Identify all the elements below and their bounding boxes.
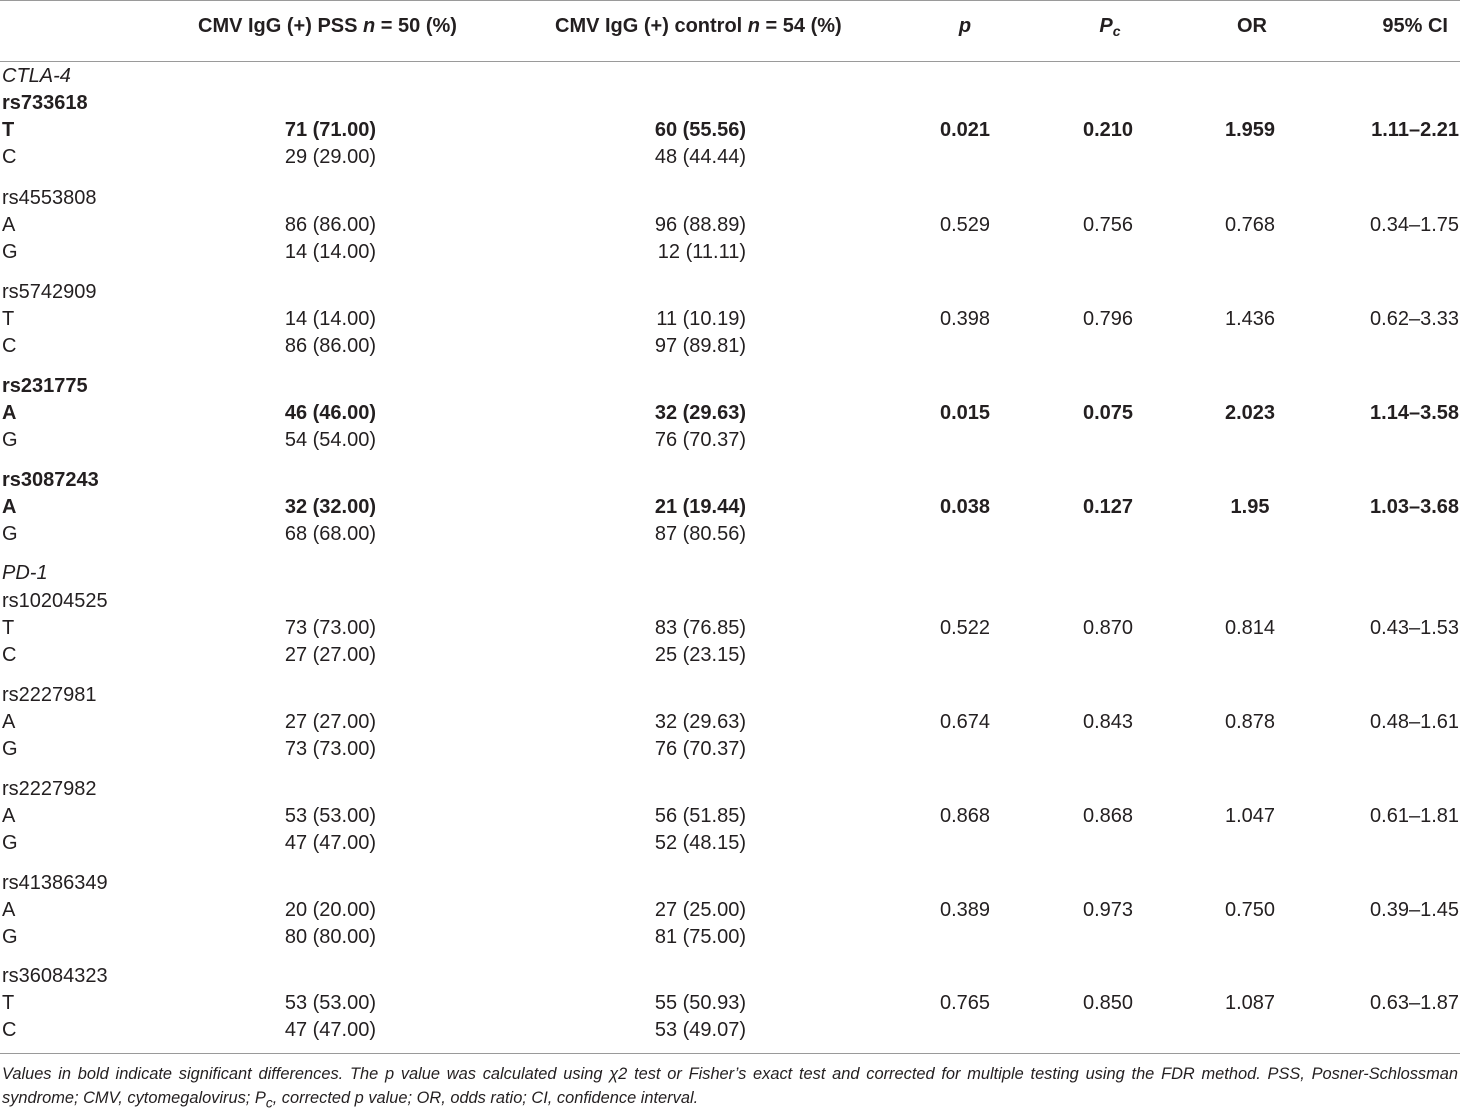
control-count-cell: 53 (49.07) [654, 1019, 746, 1041]
allele-cell: G [2, 926, 18, 948]
table-top-rule [0, 0, 1460, 1]
snp-label: rs4553808 [2, 187, 97, 209]
allele-cell: A [2, 496, 17, 518]
snp-label: rs5742909 [2, 281, 97, 303]
snp-label: rs2227982 [2, 778, 97, 800]
pss-count-cell: 20 (20.00) [284, 899, 376, 921]
allele-cell: T [2, 308, 15, 330]
allele-cell: A [2, 899, 16, 921]
header-p: p [958, 15, 972, 37]
control-count-cell: 76 (70.37) [654, 738, 746, 760]
allele-cell: G [2, 832, 18, 854]
pss-count-cell: 54 (54.00) [284, 429, 376, 451]
odds-ratio-cell: 1.959 [1224, 119, 1276, 141]
pss-count-cell: 86 (86.00) [284, 214, 376, 236]
allele-cell: G [2, 523, 18, 545]
allele-cell: C [2, 335, 17, 357]
header-pss: CMV IgG (+) PSS n = 50 (%) [198, 15, 457, 37]
ci-cell: 1.03–3.68 [1370, 496, 1459, 518]
pc-value-cell: 0.868 [1082, 805, 1134, 827]
control-count-cell: 48 (44.44) [654, 146, 746, 168]
snp-label: rs2227981 [2, 684, 97, 706]
allele-cell: G [2, 429, 18, 451]
pc-value-cell: 0.127 [1082, 496, 1134, 518]
gene-label-ctla4: CTLA-4 [2, 65, 71, 87]
control-count-cell: 32 (29.63) [654, 711, 746, 733]
pss-count-cell: 14 (14.00) [284, 308, 376, 330]
pc-value-cell: 0.843 [1082, 711, 1134, 733]
allele-cell: G [2, 738, 18, 760]
control-count-cell: 96 (88.89) [654, 214, 746, 236]
odds-ratio-cell: 1.047 [1224, 805, 1276, 827]
odds-ratio-cell: 1.087 [1224, 992, 1276, 1014]
table-row [0, 990, 1460, 1017]
pss-count-cell: 14 (14.00) [284, 241, 376, 263]
allele-cell: A [2, 805, 16, 827]
pss-count-cell: 32 (32.00) [284, 496, 376, 518]
p-value-cell: 0.038 [939, 496, 991, 518]
control-count-cell: 27 (25.00) [654, 899, 746, 921]
odds-ratio-cell: 0.768 [1224, 214, 1276, 236]
control-count-cell: 83 (76.85) [654, 617, 746, 639]
ci-cell: 0.62–3.33 [1370, 308, 1459, 330]
allele-cell: A [2, 214, 16, 236]
snp-label: rs10204525 [2, 590, 108, 612]
pc-value-cell: 0.756 [1082, 214, 1134, 236]
ci-cell: 0.34–1.75 [1370, 214, 1459, 236]
gene-label-pd1: PD-1 [2, 562, 48, 584]
pc-value-cell: 0.210 [1082, 119, 1134, 141]
p-value-cell: 0.015 [939, 402, 991, 424]
control-count-cell: 25 (23.15) [654, 644, 746, 666]
odds-ratio-cell: 1.95 [1230, 496, 1270, 518]
p-value-cell: 0.398 [939, 308, 991, 330]
pc-value-cell: 0.973 [1082, 899, 1134, 921]
odds-ratio-cell: 2.023 [1224, 402, 1276, 424]
p-value-cell: 0.522 [939, 617, 991, 639]
control-count-cell: 52 (48.15) [654, 832, 746, 854]
allele-cell: C [2, 1019, 17, 1041]
odds-ratio-cell: 0.750 [1224, 899, 1276, 921]
pss-count-cell: 80 (80.00) [284, 926, 376, 948]
ci-cell: 0.48–1.61 [1370, 711, 1459, 733]
control-count-cell: 12 (11.11) [657, 241, 746, 263]
header-pc: $P_c$ [1099, 15, 1121, 39]
ci-cell: 0.39–1.45 [1370, 899, 1459, 921]
table-row [0, 830, 1460, 857]
pc-value-cell: 0.870 [1082, 617, 1134, 639]
pss-count-cell: 46 (46.00) [284, 402, 376, 424]
pss-count-cell: 73 (73.00) [284, 738, 376, 760]
table-row [0, 615, 1460, 642]
pss-count-cell: 71 (71.00) [284, 119, 376, 141]
table-row [0, 924, 1460, 951]
table-row [0, 117, 1460, 144]
odds-ratio-cell: 0.814 [1224, 617, 1276, 639]
ci-cell: 1.11–2.21 [1371, 119, 1459, 141]
snp-label: rs733618 [2, 92, 88, 114]
snp-label: rs231775 [2, 375, 88, 397]
pss-count-cell: 68 (68.00) [284, 523, 376, 545]
allele-cell: T [2, 119, 15, 141]
table-row [0, 736, 1460, 763]
allele-cell: C [2, 146, 17, 168]
p-value-cell: 0.674 [939, 711, 991, 733]
p-value-cell: 0.529 [939, 214, 991, 236]
control-count-cell: 56 (51.85) [654, 805, 746, 827]
control-count-cell: 87 (80.56) [654, 523, 746, 545]
footnote-rule [0, 1053, 1460, 1054]
table-row [0, 144, 1460, 171]
p-value-cell: 0.765 [939, 992, 991, 1014]
odds-ratio-cell: 0.878 [1224, 711, 1276, 733]
control-count-cell: 21 (19.44) [654, 496, 746, 518]
pss-count-cell: 27 (27.00) [284, 644, 376, 666]
table-row [0, 212, 1460, 239]
allele-cell: A [2, 711, 16, 733]
ci-cell: 0.43–1.53 [1370, 617, 1459, 639]
header-or: OR [1237, 15, 1267, 37]
header-rule [0, 61, 1460, 62]
pss-count-cell: 47 (47.00) [284, 1019, 376, 1041]
table-row [0, 306, 1460, 333]
table-footnote: Values in bold indicate significant differences. The p value was calculated using χ2 test or Fisher’s exact test and corrected for multiple testing using the FDR method. PSS, Posner-Schlossman syndrome; CMV, cytomegalovirus; $P_c$, corrected p value; OR, odds ratio; CI, confidence interval. [2, 1065, 1458, 1111]
allele-cell: T [2, 617, 15, 639]
ci-cell: 0.63–1.87 [1370, 992, 1459, 1014]
table-row [0, 642, 1460, 669]
header-control: CMV IgG (+) control n = 54 (%) [555, 15, 842, 37]
control-count-cell: 81 (75.00) [654, 926, 746, 948]
table-row [0, 1017, 1460, 1044]
control-count-cell: 60 (55.56) [654, 119, 746, 141]
control-count-cell: 32 (29.63) [654, 402, 746, 424]
pc-value-cell: 0.075 [1082, 402, 1134, 424]
control-count-cell: 76 (70.37) [654, 429, 746, 451]
table-row [0, 427, 1460, 454]
pss-count-cell: 53 (53.00) [284, 805, 376, 827]
p-value-cell: 0.021 [939, 119, 991, 141]
pss-count-cell: 73 (73.00) [284, 617, 376, 639]
pc-value-cell: 0.796 [1082, 308, 1134, 330]
pss-count-cell: 27 (27.00) [284, 711, 376, 733]
allele-cell: G [2, 241, 18, 263]
allele-cell: T [2, 992, 15, 1014]
p-value-cell: 0.389 [939, 899, 991, 921]
snp-label: rs3087243 [2, 469, 99, 491]
header-ci: 95% CI [1382, 15, 1448, 37]
pss-count-cell: 86 (86.00) [284, 335, 376, 357]
table-row [0, 709, 1460, 736]
pc-value-cell: 0.850 [1082, 992, 1134, 1014]
table-row [0, 333, 1460, 360]
table-row [0, 803, 1460, 830]
snp-label: rs36084323 [2, 965, 108, 987]
odds-ratio-cell: 1.436 [1224, 308, 1276, 330]
snp-label: rs41386349 [2, 872, 108, 894]
ci-cell: 0.61–1.81 [1370, 805, 1459, 827]
pss-count-cell: 47 (47.00) [284, 832, 376, 854]
control-count-cell: 55 (50.93) [654, 992, 746, 1014]
pss-count-cell: 53 (53.00) [284, 992, 376, 1014]
table-row [0, 521, 1460, 548]
pss-count-cell: 29 (29.00) [284, 146, 376, 168]
control-count-cell: 97 (89.81) [654, 335, 746, 357]
ci-cell: 1.14–3.58 [1370, 402, 1459, 424]
control-count-cell: 11 (10.19) [656, 308, 746, 330]
table-row [0, 239, 1460, 266]
p-value-cell: 0.868 [939, 805, 991, 827]
table-row [0, 897, 1460, 924]
table-row [0, 494, 1460, 521]
table-row [0, 400, 1460, 427]
allele-cell: A [2, 402, 17, 424]
allele-cell: C [2, 644, 17, 666]
